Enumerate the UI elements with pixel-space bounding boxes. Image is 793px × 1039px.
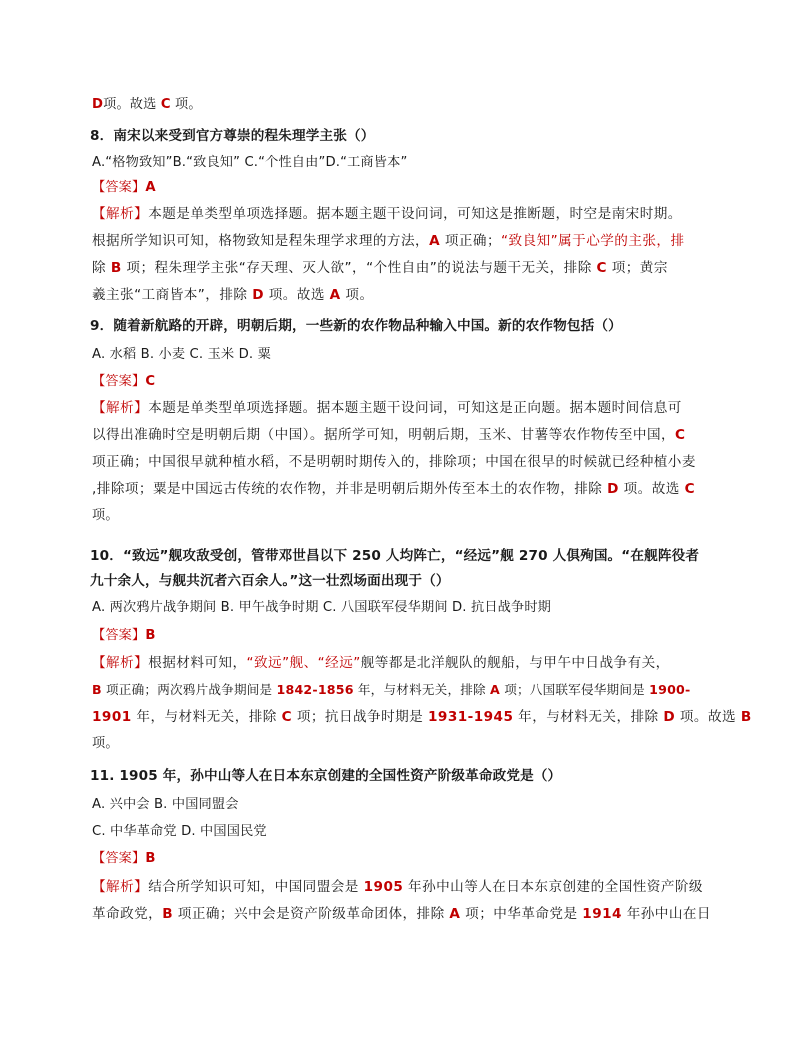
text-segment: D — [663, 709, 676, 725]
text-segment: 项；八国联军侵华期间是 — [500, 682, 650, 697]
text-segment: 根据所学知识可知，格物致知是程朱理学求理的方法， — [92, 233, 430, 249]
text-line — [92, 626, 156, 646]
text-line — [90, 571, 450, 591]
text-segment: A — [429, 233, 441, 249]
text-segment: A.“格物致知”B.“致良知” C.“个性自由”D.“工商皆本” — [92, 155, 408, 170]
text-segment: 以得出准确时空是明朝后期（中国）。据所学可知，明朝后期，玉米、甘薯等农作物传至中国， — [92, 427, 676, 443]
text-segment: A — [490, 682, 500, 697]
text-segment: C — [145, 374, 156, 389]
text-line — [92, 904, 711, 924]
text-segment: 【解析】 — [92, 879, 149, 895]
text-segment: 年，与材料无关，排除 — [513, 709, 664, 725]
text-segment: C — [675, 427, 686, 443]
text-segment: 【解析】 — [92, 400, 149, 416]
text-segment: A. 两次鸦片战争期间 B. 甲午战争时期 C. 八国联军侵华期间 D. 抗日战争时期 — [92, 600, 552, 615]
text-segment: B — [740, 709, 752, 725]
text-segment: 年孙中山在日 — [621, 906, 711, 922]
text-segment: A. 兴中会 B. 中国同盟会 — [92, 797, 239, 812]
text-segment: 【解析】 — [92, 655, 149, 671]
text-segment: 项。 — [92, 508, 119, 523]
text-line — [92, 822, 267, 842]
text-segment: B — [145, 628, 156, 643]
text-line — [92, 285, 374, 305]
text-segment: 【答案】 — [92, 851, 146, 866]
text-segment: 1905 — [363, 879, 404, 895]
text-line — [92, 707, 752, 727]
text-line — [90, 546, 699, 566]
text-line — [92, 231, 685, 251]
text-segment: 项。故选 — [675, 709, 741, 725]
text-segment: 年，与材料无关，排除 — [131, 709, 282, 725]
text-segment: 10．“致远”舰攻敌受创，管带邓世昌以下 250 人均阵亡，“经远”舰 270 人俱殉国。“在舰阵役者 — [90, 548, 700, 564]
text-line — [90, 126, 374, 146]
text-segment: 【答案】 — [92, 628, 146, 643]
text-segment: 项。 — [170, 97, 202, 112]
text-line — [92, 398, 682, 418]
text-segment: 【答案】 — [92, 374, 146, 389]
text-segment: A — [329, 287, 341, 303]
text-segment: 1901 — [92, 709, 132, 725]
text-segment: 【答案】 — [92, 180, 146, 195]
text-segment: 项；黄宗 — [606, 260, 668, 276]
text-segment: A — [449, 906, 461, 922]
text-segment: 1900- — [649, 682, 691, 697]
text-segment: B — [92, 682, 102, 697]
text-segment: 项。 — [340, 287, 374, 303]
text-segment: 项正确；兴中会是资产阶级革命团体，排除 — [173, 906, 450, 922]
text-line — [92, 204, 682, 224]
text-segment: 本题是单类型单项选择题。据本题主题干设问词，可知这是正向题。据本题时间信息可 — [148, 400, 682, 416]
text-line — [92, 153, 407, 173]
text-line — [92, 734, 119, 754]
text-segment: “致良知”属于心学的主张，排 — [501, 233, 685, 249]
text-line — [90, 316, 622, 336]
text-segment: A — [145, 180, 156, 195]
text-segment: 项正确；中国很早就种植水稻，不是明朝时期传入的，排除项；中国在很早的时候就已经种植小麦 — [92, 454, 696, 470]
text-segment: C. 中华革命党 D. 中国国民党 — [92, 824, 267, 839]
text-segment: 1914 — [582, 906, 622, 922]
text-segment: C — [684, 481, 696, 497]
text-line — [92, 258, 668, 278]
text-segment: B — [145, 851, 156, 866]
text-segment: 九十余人，与舰共沉者六百余人。”这一壮烈场面出现于（） — [90, 573, 450, 589]
text-segment: 【解析】 — [92, 206, 149, 222]
text-line — [92, 877, 703, 897]
text-segment: 项。 — [92, 736, 119, 751]
text-line — [92, 479, 695, 499]
text-segment: 11. 1905 年，孙中山等人在日本东京创建的全国性资产阶级革命政党是（） — [90, 768, 562, 784]
text-segment: 年，与材料无关，排除 — [353, 682, 491, 697]
text-line — [92, 345, 271, 365]
text-line — [92, 598, 551, 618]
text-segment: 8．南宋以来受到官方尊崇的程朱理学主张（） — [90, 128, 375, 144]
text-segment: 除 — [92, 260, 111, 276]
text-line — [92, 452, 696, 472]
text-segment: 1842-1856 — [276, 682, 354, 697]
text-segment: D — [252, 287, 264, 303]
text-segment: 项。故选 — [618, 481, 685, 497]
text-segment: 9．随着新航路的开辟，明朝后期，一些新的农作物品种输入中国。新的农作物包括（） — [90, 318, 622, 334]
text-line — [90, 766, 561, 786]
text-line — [92, 178, 156, 198]
text-segment: 年孙中山等人在日本东京创建的全国性资产阶级 — [403, 879, 703, 895]
text-segment: 项；中华革命党是 — [460, 906, 583, 922]
text-segment: 项正确； — [440, 233, 501, 249]
text-line — [92, 95, 202, 115]
text-line — [92, 372, 155, 392]
text-line — [92, 680, 690, 700]
text-segment: C — [160, 97, 171, 112]
text-segment: 舰等都是北洋舰队的舰船，与甲午中日战争有关， — [360, 655, 670, 671]
text-segment: 项；程朱理学主张“存天理、灭人欲”，“个性自由”的说法与题干无关，排除 — [121, 260, 597, 276]
text-segment: A. 水稻 B. 小麦 C. 玉米 D. 粟 — [92, 347, 271, 362]
text-segment: D — [92, 97, 104, 112]
text-line — [92, 849, 156, 869]
text-segment: C — [596, 260, 607, 276]
text-line — [92, 506, 119, 526]
text-segment: 革命政党， — [92, 906, 163, 922]
text-segment: B — [110, 260, 122, 276]
text-segment: 结合所学知识可知，中国同盟会是 — [148, 879, 364, 895]
text-segment: 项。故选 — [263, 287, 330, 303]
text-line — [92, 795, 239, 815]
text-segment: 项正确；两次鸦片战争期间是 — [101, 682, 277, 697]
text-segment: C — [281, 709, 293, 725]
text-segment: 项；抗日战争时期是 — [292, 709, 428, 725]
text-segment: 羲主张“工商皆本”，排除 — [92, 287, 253, 303]
text-line — [92, 653, 670, 673]
text-segment: 根据材料可知， — [148, 655, 247, 671]
text-line — [92, 425, 685, 445]
text-segment: ,排除项；粟是中国远古传统的农作物，并非是明朝后期外传至本土的农作物，排除 — [92, 481, 608, 497]
text-segment: B — [162, 906, 174, 922]
text-segment: 项。故选 — [103, 97, 161, 112]
text-segment: 1931-1945 — [428, 709, 514, 725]
text-segment: “致远”舰、“经远” — [246, 655, 361, 671]
text-segment: 本题是单类型单项选择题。据本题主题干设问词，可知这是推断题，时空是南宋时期。 — [148, 206, 682, 222]
text-segment: D — [607, 481, 619, 497]
